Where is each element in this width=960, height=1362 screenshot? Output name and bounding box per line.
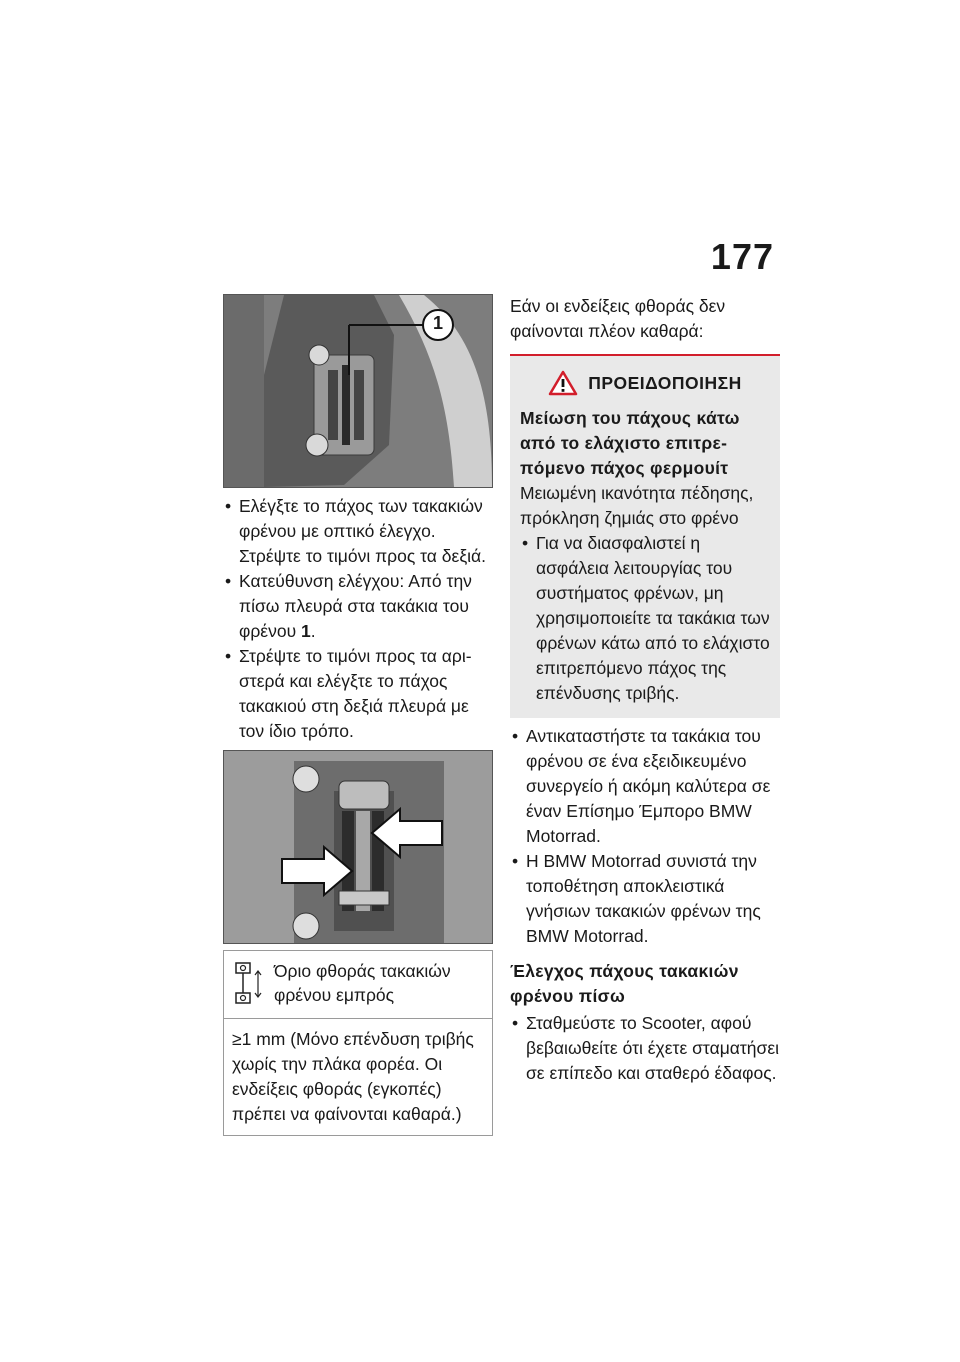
- spec-value: ≥1 mm (Μόνο επένδυση τριβής χωρίς την πλάκα φορέα. Οι ενδείξεις φθοράς (εγκοπές) πρέπει να φαίνονται καθαρά.): [232, 1029, 474, 1124]
- spec-title: Όριο φθοράς τακακιών φρένου εμπρός: [274, 961, 451, 1005]
- warning-list: [520, 531, 770, 706]
- front-brake-caliper-photo: [223, 294, 493, 488]
- caliper-illustration: [224, 295, 492, 487]
- intro-text: Εάν οι ενδείξεις φθοράς δεν φαίνονται πλέον καθαρά:: [510, 296, 726, 341]
- list-item: • Κατεύθυνση ελέγχου: Από την πίσω πλευρά στα τακάκια του φρένου 1.: [223, 569, 493, 644]
- warning-text: Μειωμένη ικανότητα πέδησης, πρόκληση ζημιάς στο φρένο: [520, 483, 754, 528]
- page-number: 177: [710, 236, 774, 277]
- warning-header: [520, 370, 770, 396]
- list-item: • Αντικαταστήστε τα τακάκια του φρένου σε ένα εξειδικευμένο συνεργείο ή ακόμη καλύτερα σε έναν Επίσημο Έμπορο BMW Motorrad.: [510, 724, 780, 849]
- callout-label-1: 1: [432, 313, 443, 333]
- replacement-list: [510, 724, 780, 949]
- wear-limit-spec-box: [223, 950, 493, 1136]
- brake-pad-illustration: [224, 751, 492, 943]
- spec-header: [224, 951, 492, 1019]
- measurement-icon: [232, 959, 268, 1010]
- left-column: [223, 294, 493, 1136]
- warning-triangle-icon: [548, 370, 578, 396]
- reference-number: 1: [301, 621, 311, 641]
- warning-box: [510, 356, 780, 718]
- list-item: • Στρέψτε το τιμόνι προς τα αριστερά και ελέγξτε το πάχος τακακιού στη δεξιά πλευρά με τον ίδιο τρόπο.: [223, 644, 493, 744]
- list-item: • Για να διασφαλιστεί η ασφάλεια λειτουργίας του συστήματος φρένων, μη χρησιμοποιείτε τα τακάκια των φρένων κάτω από το ελάχιστο επιτρεπόμενο πάχος της επένδυσης τριβής.: [520, 531, 770, 706]
- right-column: [510, 294, 780, 1086]
- warning-title: Μείωση του πάχους κάτω από το ελάχιστο επιτρεπόμενο πάχος φερμουίτ: [520, 408, 740, 478]
- section-heading: Έλεγχος πάχους τακακιών φρένου πίσω: [510, 961, 739, 1006]
- list-item: • Η BMW Motorrad συνιστά την τοποθέτηση αποκλειστικά γνήσιων τακακιών φρένων της BMW Motorrad.: [510, 849, 780, 949]
- list-item: • Ελέγξτε το πάχος των τακακιών φρένου με οπτικό έλεγχο. Στρέψτε το τιμόνι προς τα δεξιά.: [223, 494, 493, 569]
- brake-pad-wear-photo: [223, 750, 493, 944]
- list-item: • Σταθμεύστε το Scooter, αφού βεβαιωθείτε ότι έχετε σταματήσει σε επίπεδο και σταθερό έδαφος.: [510, 1011, 780, 1086]
- rear-check-list: [510, 1011, 780, 1086]
- inspection-steps-list: [223, 494, 493, 744]
- warning-label: ΠΡΟΕΙΔΟΠΟΙΗΣΗ: [588, 372, 742, 393]
